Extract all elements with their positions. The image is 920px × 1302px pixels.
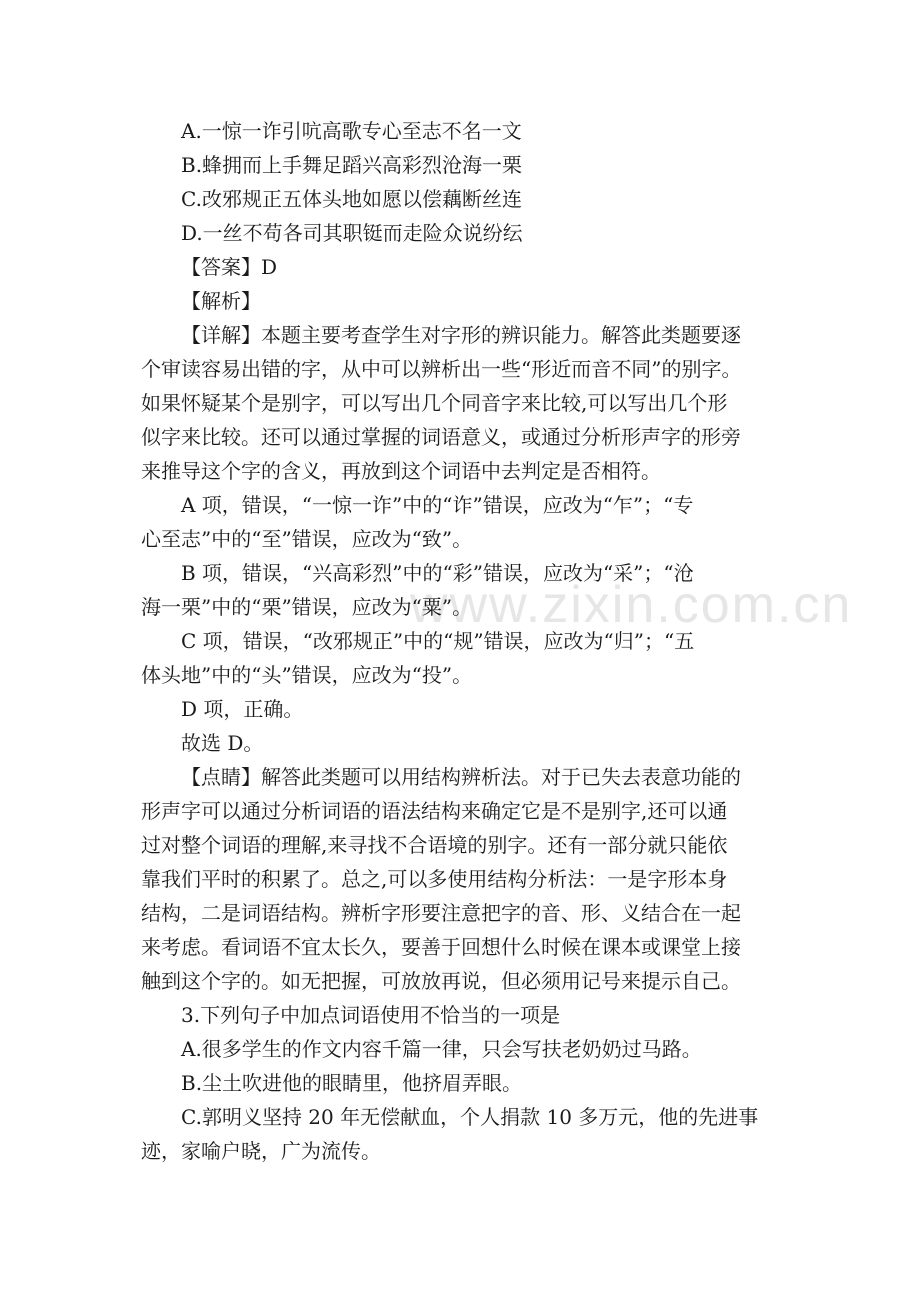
item-c-line: 体头地”中的“头”错误，应改为“投”。	[141, 663, 473, 687]
item-a-line: A 项，错误，“一惊一诈”中的“诈”错误，应改为“乍”；“专	[181, 493, 694, 517]
detail-line: 【详解】本题主要考查学生对字形的辨识能力。解答此类题要逐	[181, 323, 741, 347]
item-c-paragraph	[141, 624, 801, 692]
question-3-option-c-line: 迹，家喻户晓，广为流传。	[141, 1139, 381, 1163]
item-c-line: C 项，错误，“改邪规正”中的“规”错误，应改为“归”；“五	[181, 629, 695, 653]
question-3-option-c	[141, 1100, 801, 1168]
tip-line: 结构，二是词语结构。辨析字形要注意把字的音、形、义结合在一起	[141, 901, 741, 925]
tip-line: 过对整个词语的理解,来寻找不合语境的别字。还有一部分就只能依	[141, 833, 728, 857]
analysis-heading: 【解析】	[181, 289, 261, 313]
conclusion-line: 故选 D。	[181, 731, 264, 755]
tip-line: 【点睛】解答此类题可以用结构辨析法。对于已失去表意功能的	[181, 765, 741, 789]
question-3-option-b: B.尘土吹进他的眼睛里，他挤眉弄眼。	[181, 1071, 523, 1095]
option-d: D.一丝不苟各司其职铤而走险众说纷纭	[181, 221, 523, 245]
tip-line: 形声字可以通过分析词语的语法结构来确定它是不是别字,还可以通	[141, 799, 728, 823]
detail-paragraph	[141, 318, 801, 488]
tip-line: 触到这个字的。如无把握，可放放再说，但必须用记号来提示自己。	[141, 969, 741, 993]
detail-line: 来推导这个字的含义，再放到这个词语中去判定是否相符。	[141, 459, 661, 483]
question-3-stem: 3.下列句子中加点词语使用不恰当的一项是	[181, 1003, 561, 1027]
item-b-paragraph	[141, 556, 801, 624]
watermark-text: www.zixin.com.cn	[410, 576, 853, 634]
answer-line: 【答案】D	[181, 255, 278, 279]
detail-line: 个审读容易出错的字，从中可以辨析出一些“形近而音不同”的别字。	[141, 357, 742, 381]
option-b: B.蜂拥而上手舞足蹈兴高彩烈沧海一栗	[181, 153, 523, 177]
tip-paragraph	[141, 760, 801, 998]
item-a-paragraph	[141, 488, 801, 556]
detail-line: 如果怀疑某个是别字，可以写出几个同音字来比较,可以写出几个形	[141, 391, 728, 415]
question-3-option-c-line: C.郭明义坚持 20 年无偿献血，个人捐款 10 多万元，他的先进事	[181, 1105, 759, 1129]
item-b-line: 海一栗”中的“栗”错误，应改为“粟”。	[141, 595, 473, 619]
item-d-line: D 项，正确。	[181, 697, 304, 721]
item-a-line: 心至志”中的“至”错误，应改为“致”。	[141, 527, 473, 551]
detail-line: 似字来比较。还可以通过掌握的词语意义，或通过分析形声字的形旁	[141, 425, 741, 449]
option-a: A.一惊一诈引吭高歌专心至志不名一文	[181, 119, 522, 143]
tip-line: 来考虑。看词语不宜太长久，要善于回想什么时候在课本或课堂上接	[141, 935, 741, 959]
tip-line: 靠我们平时的积累了。总之,可以多使用结构分析法：一是字形本身	[141, 867, 728, 891]
question-3-option-a: A.很多学生的作文内容千篇一律，只会写扶老奶奶过马路。	[181, 1037, 702, 1061]
item-b-line: B 项，错误，“兴高彩烈”中的“彩”错误，应改为“采”；“沧	[181, 561, 694, 585]
option-c: C.改邪规正五体头地如愿以偿藕断丝连	[181, 187, 522, 211]
document-body	[141, 114, 801, 1168]
